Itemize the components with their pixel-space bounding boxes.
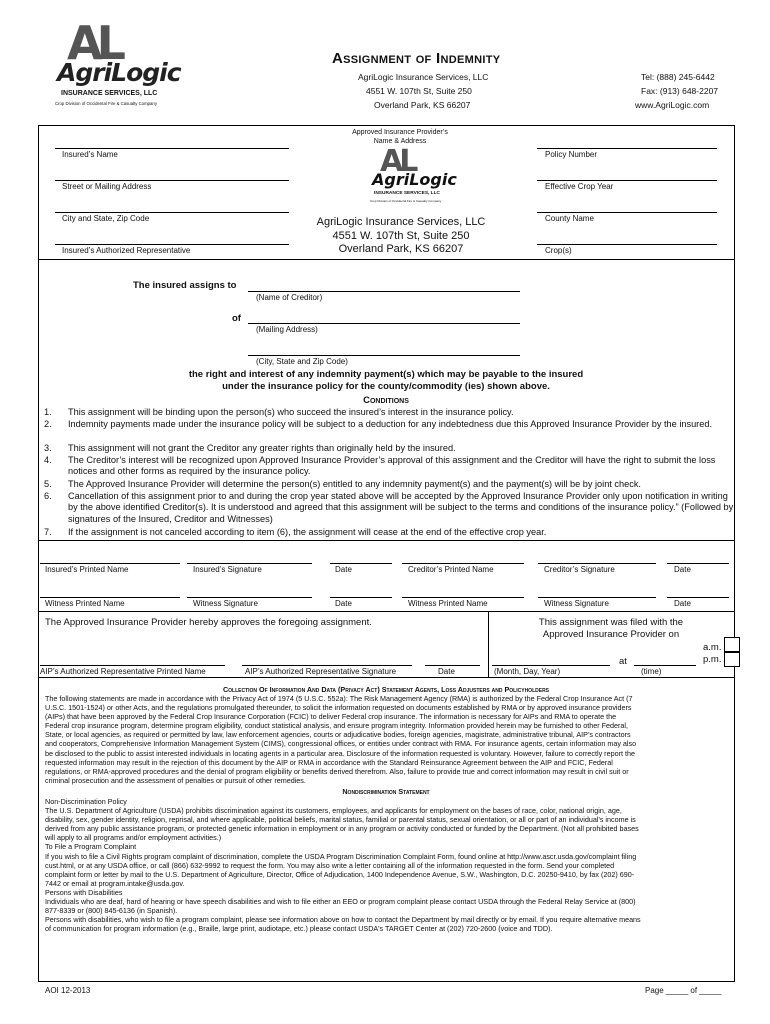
privacy-text-line: regulations, or RMA-approved procedures and the denial of program eligibility or benefits derived therefrom. Also, failure to provide true and correct information may result in civil suit or: [45, 766, 629, 776]
condition-4: [44, 455, 734, 479]
creditor-name-label: (Name of Creditor): [256, 293, 323, 302]
privacy-text-line: Federal crop insurance program, determine program eligibility, conduct statistical analysis, and ensure program integrity. Information provided herein may be furnished to other Federal,: [45, 721, 629, 731]
mailing-address-line[interactable]: [248, 323, 520, 324]
condition-7-number: 7.: [44, 527, 52, 537]
creditor-name-line[interactable]: [248, 291, 520, 292]
condition-4-number: 4.: [44, 455, 52, 465]
nondiscrimination-text-line: 877-8339 or (800) 845-6136 (in Spanish).: [45, 906, 178, 916]
provider-name: AgriLogic Insurance Services, LLC: [316, 216, 486, 228]
company-fax: Fax: (913) 648-2207: [641, 86, 719, 96]
section-divider-4: [38, 677, 734, 678]
privacy-text-line: (AIPs) that have been approved by the Federal Crop Insurance Corporation (FCIC) to deliver Federal crop insurance. The information is necessary for AIPs and RMA to operate the: [45, 712, 617, 722]
nondiscrimination-title: Nondiscrimination Statement: [342, 787, 430, 796]
filed-time-line[interactable]: [634, 665, 696, 666]
witness1-printed-name-label: Witness Printed Name: [45, 599, 125, 608]
provider-logo-monogram: AL: [380, 144, 415, 179]
aip-signature-line[interactable]: [242, 665, 412, 666]
aip-printed-name-line[interactable]: [40, 665, 225, 666]
sig-line-witness2-date[interactable]: [667, 597, 729, 598]
nondiscrimination-text-line: of communication for program information (e.g., Braille, large print, audiotape, etc.) please contact USDA's TARGET Center at (202) 720-2600 (voice and TDD).: [45, 924, 553, 934]
privacy-title: Collection Of Information And Data (Privacy Act) Statement Agents, Loss Adjusters and Policyholders: [222, 685, 550, 694]
pm-checkbox[interactable]: [724, 652, 740, 667]
filed-with-text-2: Approved Insurance Provider on: [542, 629, 680, 640]
assigns-to-label: The insured assigns to: [133, 280, 237, 291]
condition-1-number: 1.: [44, 407, 52, 417]
rights-text-2: under the insurance policy for the county/commodity (ies) shown above.: [222, 381, 550, 392]
pm-label: p.m.: [703, 654, 722, 665]
company-logo: [55, 16, 181, 108]
county-label: County Name: [545, 214, 594, 223]
sig-line-creditor-signature[interactable]: [538, 563, 656, 564]
witness1-date-label: Date: [335, 599, 352, 608]
nondiscrimination-text-line: Individuals who are deaf, hard of hearing or have speech disabilities and wish to file either an EEO or program complaint please contact USDA through the Federal Relay Service at (800): [45, 897, 636, 907]
nondiscrimination-text-line: To File a Program Complaint: [45, 842, 137, 852]
condition-1: [44, 407, 734, 419]
company-name: AgriLogic Insurance Services, LLC: [358, 72, 489, 82]
witness2-signature-label: Witness Signature: [544, 599, 609, 608]
privacy-text-line: and cooperators, Comprehensive Information Management System (CIMS), congressional offices, or entities under contract with RMA. For insurance agents, certain information may also: [45, 739, 637, 749]
provider-street: 4551 W. 107th St, Suite 250: [332, 230, 470, 242]
mailing-address-label: (Mailing Address): [256, 325, 318, 334]
sig-line-insured-signature[interactable]: [187, 563, 312, 564]
logo-name: AgriLogic: [57, 58, 181, 87]
nondiscrimination-text-line: Persons with Disabilities: [45, 887, 123, 897]
policy-number-line[interactable]: [537, 148, 717, 149]
am-label: a.m.: [703, 642, 722, 653]
condition-7-text: If the assignment is not canceled according to item (6), the assignment will cease at the end of the effective crop year.: [68, 527, 547, 537]
page-number: Page _____ of _____: [645, 986, 722, 995]
sig-line-witness2-signature[interactable]: [538, 597, 656, 598]
condition-2: [44, 419, 734, 443]
condition-5-number: 5.: [44, 479, 52, 489]
crop-year-line[interactable]: [537, 180, 717, 181]
sig-line-insured-printed[interactable]: [40, 563, 180, 564]
sig-line-creditor-printed[interactable]: [402, 563, 524, 564]
nondiscrimination-statement: [45, 797, 733, 933]
creditor-printed-name-label: Creditor’s Printed Name: [408, 565, 494, 574]
sig-line-creditor-date[interactable]: [667, 563, 729, 564]
aip-date-line[interactable]: [425, 665, 480, 666]
document-title: Assignment of Indemnity: [332, 50, 501, 67]
logo-subtitle: INSURANCE SERVICES, LLC: [61, 90, 158, 97]
county-line[interactable]: [537, 212, 717, 213]
aip-date-label: Date: [438, 667, 455, 676]
filed-date-label: (Month, Day, Year): [494, 667, 561, 676]
logo-tagline: Crop Division of Occidental Fire & Casualty Company: [55, 101, 157, 106]
aip-printed-name-label: AIP’s Authorized Representative Printed Name: [40, 667, 206, 676]
representative-label: Insured’s Authorized Representative: [62, 246, 191, 255]
provider-heading: Approved Insurance Provider’s Name & Address: [352, 129, 448, 145]
nondiscrimination-text-line: The U.S. Department of Agriculture (USDA) prohibits discrimination against its customers, employees, and applicants for employment on the bases of race, color, national origin, age,: [45, 806, 622, 816]
privacy-text-line: criminal prosecution and the assessment of penalties or pursuit of other remedies.: [45, 775, 306, 785]
logo-monogram: AL: [67, 16, 120, 70]
condition-3: [44, 443, 734, 455]
sig-line-witness1-printed[interactable]: [40, 597, 180, 598]
approval-statement: The Approved Insurance Provider hereby approves the foregoing assignment.: [45, 617, 372, 628]
provider-logo-tagline: Crop Division of Occidental Fire & Casualty Company: [370, 199, 442, 203]
nondiscrimination-text-line: Persons with disabilities, who wish to file a program complaint, please see information above on how to contact the Department by mail directly or by email. If you require alternative means: [45, 915, 641, 925]
condition-2-text: Indemnity payments made under the insurance policy will be subject to a deduction for any indebtedness due this Approved Insurance Provider by the insured.: [68, 419, 713, 429]
provider-logo-name: AgriLogic: [372, 170, 457, 189]
at-label: at: [619, 656, 627, 667]
sig-line-insured-date[interactable]: [330, 563, 392, 564]
provider-logo-subtitle: INSURANCE SERVICES, LLC: [374, 191, 441, 196]
condition-2-number: 2.: [44, 419, 52, 429]
condition-6: [44, 491, 734, 527]
creditor-city-label: (City, State and Zip Code): [256, 357, 348, 366]
filed-time-label: (time): [641, 667, 662, 676]
condition-3-text: This assignment will not grant the Creditor any greater rights than originally held by the insured.: [68, 443, 456, 453]
section-divider-1: [38, 259, 734, 260]
street-label: Street or Mailing Address: [62, 182, 152, 191]
insured-name-line[interactable]: [55, 148, 289, 149]
sig-line-witness2-printed[interactable]: [402, 597, 524, 598]
nondiscrimination-text-line: cust.html, or at any USDA office, or call (866) 632-9992 to request the form. You may also write a letter containing all of the information requested in the form. Send your completed: [45, 860, 615, 870]
aip-signature-label: AIP’s Authorized Representative Signature: [245, 667, 397, 676]
insured-date-label: Date: [335, 565, 352, 574]
section-divider-3: [38, 611, 734, 612]
privacy-text-line: requested information may result in the rejection of this document by the AIP or RMA in accordance with the Standard Reinsurance Agreement between the AIP and FCIC, Federal: [45, 757, 613, 767]
privacy-text-line: be disclosed to the public to assist interested individuals in locating agents in a particular area. Disclosure of the information requested is voluntary. However, failure to correctly report the: [45, 748, 635, 758]
insured-signature-label: Insured’s Signature: [193, 565, 262, 574]
am-checkbox[interactable]: [724, 637, 740, 652]
nondiscrimination-text-line: derived from any public assistance program, or protected genetic information in employment or in any program or activity conducted or funded by the Department. (Not all prohibited bases: [45, 824, 639, 834]
filed-with-text-1: This assignment was filed with the: [538, 617, 684, 628]
company-website: www.AgriLogic.com: [635, 100, 710, 110]
company-address-2: Overland Park, KS 66207: [374, 100, 471, 110]
privacy-text-line: State, or local agencies, as required or permitted by law, law enforcement agencies, courts or adjudicative bodies, foreign agencies, magistrate, administrative tribunal, AIP’s contractors: [45, 730, 631, 740]
creditor-city-line[interactable]: [248, 355, 520, 356]
creditor-signature-label: Creditor’s Signature: [544, 565, 615, 574]
creditor-date-label: Date: [674, 565, 691, 574]
condition-7: [44, 527, 734, 539]
provider-logo: [368, 144, 458, 206]
nondiscrimination-text-line: Non-Discrimination Policy: [45, 797, 127, 806]
nondiscrimination-text-line: 7442 or email at program.intake@usda.gov.: [45, 878, 185, 888]
form-id: AOI 12-2013: [45, 986, 91, 995]
nondiscrimination-text-line: If you wish to file a Civil Rights program complaint of discrimination, complete the USDA Program Discrimination Complaint Form, found online at http://www.ascr.usda.gov/complaint filing: [45, 851, 637, 861]
insured-name-label: Insured’s Name: [62, 150, 118, 159]
filed-date-line[interactable]: [492, 665, 610, 666]
conditions-title: Conditions: [363, 395, 409, 406]
condition-6-text: Cancellation of this assignment prior to and during the crop year stated above will be accepted by the Approved Insurance Provider only upon notification in writing by the above identified Creditor(s). It is understood and agreed that this assignment will be subject to the terms and conditions of the insurance policy.” (Followed by signatures of the Insured, Creditor and Witnesses): [68, 491, 734, 524]
nondiscrimination-text-line: disability, sex, gender identity, religion, reprisal, and where applicable, political beliefs, marital status, familial or parental status, sexual orientation, or all or part of an individual's income is: [45, 815, 636, 825]
company-tel: Tel: (888) 245-6442: [641, 72, 715, 82]
section-divider-2: [38, 540, 734, 541]
condition-4-text: The Creditor’s interest will be recognized upon Approved Insurance Provider’s approval of this assignment and the Creditor will have the right to submit the loss notices and other forms as required by the insurance policy.: [68, 455, 716, 477]
nondiscrimination-text-line: complaint form or letter by mail to the U.S. Department of Agriculture, Director, Office of Adjudication, 1400 Independence Avenue, S.W., Washington, D.C. 20250-9410, by fax (202) 690-: [45, 869, 635, 879]
privacy-text-line: The following statements are made in accordance with the Privacy Act of 1974 (5 U.S.C. 552a): The Risk Management Agency (RMA) is authorized by the Federal Crop Insurance Act (7: [45, 694, 633, 703]
witness2-printed-name-label: Witness Printed Name: [408, 599, 488, 608]
sig-line-witness1-signature[interactable]: [187, 597, 312, 598]
crops-line[interactable]: [537, 244, 717, 245]
crops-label: Crop(s): [545, 246, 572, 255]
provider-city: Overland Park, KS 66207: [338, 243, 464, 255]
rights-text-1: the right and interest of any indemnity payment(s) which may be payable to the insured: [188, 369, 584, 380]
privacy-text-line: U.S.C. 1501-1524) or other Acts, and the regulations promulgated thereunder, to solicit the information requested on documents established by RMA or by approved insurance providers: [45, 703, 632, 713]
condition-1-text: This assignment will be binding upon the person(s) who succeed the insured’s interest in the insurance policy.: [68, 407, 514, 417]
witness2-date-label: Date: [674, 599, 691, 608]
of-label: of: [232, 313, 241, 324]
sig-line-witness1-date[interactable]: [330, 597, 392, 598]
city-state-label: City and State, Zip Code: [62, 214, 150, 223]
condition-6-number: 6.: [44, 491, 52, 501]
insured-printed-name-label: Insured’s Printed Name: [45, 565, 129, 574]
condition-5-text: The Approved Insurance Provider will determine the person(s) entitled to any indemnity payment(s) and the payment(s) will be by joint check.: [68, 479, 641, 489]
street-line[interactable]: [55, 180, 289, 181]
nondiscrimination-text-line: will apply to all programs and/or employment activities.): [45, 833, 222, 843]
policy-number-label: Policy Number: [545, 150, 598, 159]
privacy-statement: [45, 694, 733, 785]
city-state-line[interactable]: [55, 212, 289, 213]
representative-line[interactable]: [55, 244, 289, 245]
condition-3-number: 3.: [44, 443, 52, 453]
condition-5: [44, 479, 734, 491]
crop-year-label: Effective Crop Year: [545, 182, 614, 191]
witness1-signature-label: Witness Signature: [193, 599, 258, 608]
company-address-1: 4551 W. 107th St, Suite 250: [366, 86, 472, 96]
